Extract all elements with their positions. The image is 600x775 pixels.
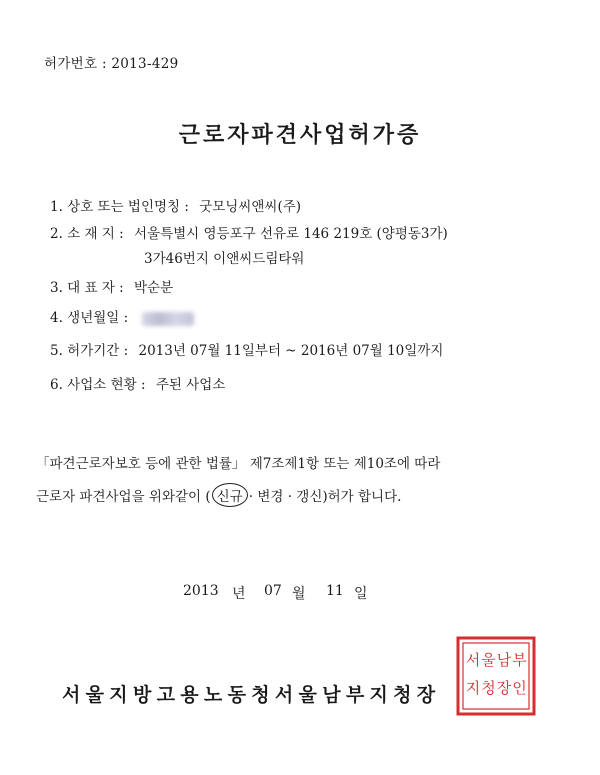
seal-glyph: 울 bbox=[481, 651, 496, 669]
address-line2: 3가46번지 이앤씨드림타워 bbox=[144, 251, 305, 267]
document-title: 근로자파견사업허가증 bbox=[178, 123, 422, 148]
issuing-office: 서울지방고용노동청서울남부지청장 bbox=[62, 684, 441, 706]
field-label: 4. 생년월일 : bbox=[50, 310, 129, 326]
field-label: 3. 대 표 자 : bbox=[50, 280, 124, 296]
field-representative bbox=[50, 276, 173, 296]
field-label: 5. 허가기간 : bbox=[50, 343, 129, 359]
seal-glyph: 서 bbox=[465, 651, 481, 669]
date-year-unit: 년 bbox=[232, 586, 246, 602]
seal-glyph: 지 bbox=[465, 679, 481, 697]
statement-pre: 근로자 파견사업을 위와같이 ( bbox=[36, 489, 211, 505]
field-value: 박순분 bbox=[134, 280, 174, 296]
permit-number: 허가번호 : 2013-429 bbox=[44, 56, 179, 72]
field-period bbox=[50, 339, 443, 359]
field-value: 굿모닝씨앤씨(주) bbox=[199, 199, 302, 215]
field-label: 6. 사업소 현황 : bbox=[50, 377, 146, 393]
field-value: 주된 사업소 bbox=[155, 377, 226, 393]
date-month-unit: 월 bbox=[292, 586, 306, 602]
date-year: 2013 bbox=[183, 583, 219, 599]
field-value: 2013년 07월 11일부터 ~ 2016년 07월 10일까지 bbox=[138, 343, 444, 359]
date-day: 11 bbox=[326, 583, 344, 599]
seal-glyph: 청 bbox=[481, 679, 496, 697]
statement-line1: 「파견근로자보호 등에 관한 법률」 제7조제1항 또는 제10조에 따라 bbox=[36, 456, 441, 472]
field-label: 2. 소 재 지 : bbox=[50, 226, 124, 242]
field-address bbox=[50, 222, 448, 242]
seal-glyph: 인 bbox=[512, 679, 527, 697]
field-label: 1. 상호 또는 법인명칭 : bbox=[50, 199, 189, 215]
date-day-unit: 일 bbox=[354, 586, 368, 602]
date-month: 07 bbox=[264, 583, 282, 599]
official-seal bbox=[455, 635, 537, 717]
statement-post: · 변경 · 갱신)허가 합니다. bbox=[248, 489, 402, 505]
field-office-status bbox=[50, 373, 225, 393]
field-company bbox=[50, 195, 301, 215]
redacted-value bbox=[142, 312, 194, 326]
field-birthdate bbox=[50, 306, 194, 326]
seal-glyph: 남 bbox=[496, 651, 512, 669]
seal-glyph: 장 bbox=[496, 679, 512, 697]
statement-line2 bbox=[36, 483, 401, 507]
circled-option-new: 신규 bbox=[212, 483, 248, 507]
field-value: 서울특별시 영등포구 선유로 146 219호 (양평동3가) bbox=[134, 226, 448, 242]
seal-glyph: 부 bbox=[512, 651, 527, 669]
